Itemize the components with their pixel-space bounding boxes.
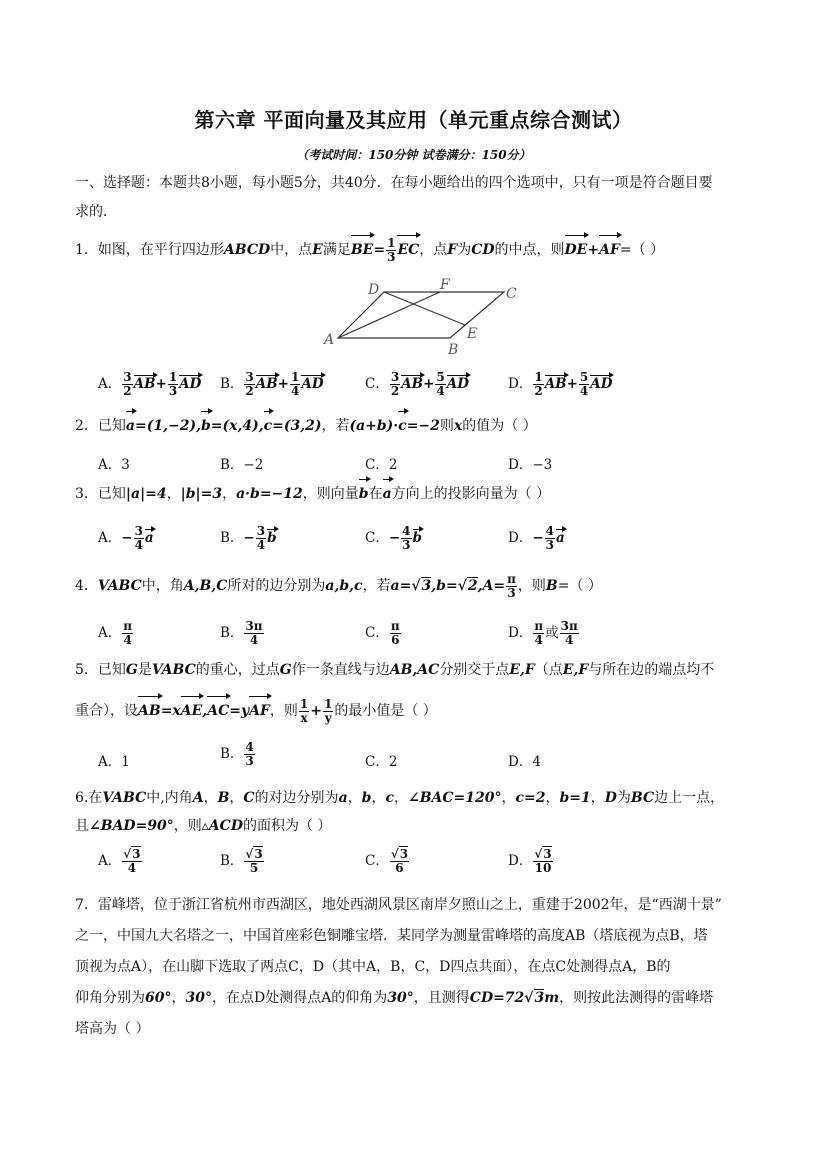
question-1-stem: 1．如图，在平行四边形ABCD中，点E满足BE= $\frac{1}{3}$ EC，点F为CD的中点，则DE+AF=（ ） — [75, 235, 665, 264]
q1-option-b[interactable]: B． $\frac{3}{2}$ AB+ $\frac{1}{4}$ AD — [220, 370, 324, 398]
q4-option-d[interactable]: D． $\frac{\pi}{4}$ 或 $\frac{3\pi}{4}$ — [508, 619, 578, 647]
question-7-stem: 7．雷峰塔，位于浙江省杭州市西湖区，地处西湖风景区南岸夕照山之上，重建于2002年，是“西湖十景” 之一，中国九大名塔之一，中国首座彩色铜雕宝塔．某同学为测量雷峰塔的高度AB（塔底视为点B，塔 顶视为点A），在山脚下选取了两点C，D（其中A，B，C，D四点共面），在点C处测得点A，B的 仰角分别为60°，30°，在点D处测得点A的仰角为30°，且测得CD=72√3m，则按此法测得的雷峰塔 塔高为（ ） — [75, 897, 722, 1037]
parallelogram-figure — [320, 276, 530, 356]
label-c: C — [506, 286, 517, 302]
q3-option-c[interactable]: C．− $\frac{4}{3}$ b — [365, 524, 422, 552]
page-title: 第六章 平面向量及其应用（单元重点综合测试） — [194, 108, 633, 132]
label-b: B — [448, 342, 459, 356]
question-4-stem: 4．VABC中，角A,B,C所对的边分别为a,b,c，若a=√3,b=√2,A= $\frac{\pi}{3}$ ，则B=（ ） — [75, 571, 602, 600]
question-6-stem-line1: 6.在VABC中,内角A，B，C的对边分别为a，b，c，∠BAC=120°，c=2，b=1，D为BC边上一点， — [75, 790, 725, 806]
question-3-stem: 3．已知|a|=4，|b|=3，a·b=−12，则向量b在a方向上的投影向量为（ ） — [75, 480, 765, 508]
label-f: F — [440, 277, 450, 293]
q2-option-c[interactable]: C．2 — [365, 457, 398, 473]
q1-option-d[interactable]: D． $\frac{1}{2}$ AB+ $\frac{5}{4}$ AD — [508, 370, 613, 398]
exam-info: （考试时间：150分钟 试卷满分：150分） — [296, 148, 531, 162]
q6-option-a[interactable]: A． $\frac{√3}{4}$ — [98, 847, 141, 875]
question-5-stem-line2: 重合），设AB=xAE,AC=yAF，则 $\frac{1}{x}$ + $\frac{1}{y}$ 的最小值是（ ） — [75, 696, 437, 725]
q2-option-d[interactable]: D．−3 — [508, 457, 553, 473]
q4-option-c[interactable]: C． $\frac{\pi}{6}$ — [365, 619, 400, 647]
label-a: A — [324, 332, 335, 348]
question-6-stem-line2: 且∠BAD=90°，则▵ACD的面积为（ ） — [75, 818, 332, 834]
section-heading-line2: 求的． — [75, 204, 117, 220]
q5-option-b[interactable]: B． $\frac{4}{3}$ — [220, 740, 254, 768]
q6-option-d[interactable]: D． $\frac{√3}{10}$ — [508, 847, 552, 875]
q3-option-d[interactable]: D．− $\frac{4}{3}$ a — [508, 524, 565, 552]
label-d: D — [368, 282, 380, 298]
q2-option-a[interactable]: A．3 — [98, 457, 130, 473]
q1-option-a[interactable]: A． $\frac{3}{2}$ AB+ $\frac{1}{3}$ AD — [98, 370, 202, 398]
q4-option-b[interactable]: B． $\frac{3\pi}{4}$ — [220, 619, 263, 647]
segment-af — [338, 292, 440, 338]
q3-option-b[interactable]: B．− $\frac{3}{4}$ b — [220, 524, 277, 552]
q5-option-a[interactable]: A．1 — [98, 754, 130, 770]
q4-option-a[interactable]: A． $\frac{\pi}{4}$ — [98, 619, 133, 647]
q6-option-b[interactable]: B． $\frac{√3}{5}$ — [220, 847, 263, 875]
question-2-stem: 2．已知a=(1,−2),b=(x,4),c=(3,2)，若(a+b)·c=−2则x的值为（ ） — [75, 412, 765, 440]
question-5-stem-line1: 5．已知G是VABC的重心，过点G作一条直线与边AB,AC分别交于点E,F（点E,F与所在边的端点均不 — [75, 662, 715, 678]
parallelogram-abcd — [338, 292, 504, 338]
q2-option-b[interactable]: B．−2 — [220, 457, 264, 473]
label-e: E — [467, 326, 478, 342]
segment-de — [384, 292, 465, 325]
q3-option-a[interactable]: A．− $\frac{3}{4}$ a — [98, 524, 154, 552]
q6-option-c[interactable]: C． $\frac{√3}{6}$ — [365, 847, 409, 875]
section-heading-line1: 一、选择题：本题共8小题，每小题5分，共40分．在每小题给出的四个选项中，只有一项是符合题目要 — [75, 175, 713, 191]
q5-option-d[interactable]: D．4 — [508, 754, 541, 770]
q5-option-c[interactable]: C．2 — [365, 754, 398, 770]
q1-option-c[interactable]: C． $\frac{3}{2}$ AB+ $\frac{5}{4}$ AD — [365, 370, 469, 398]
